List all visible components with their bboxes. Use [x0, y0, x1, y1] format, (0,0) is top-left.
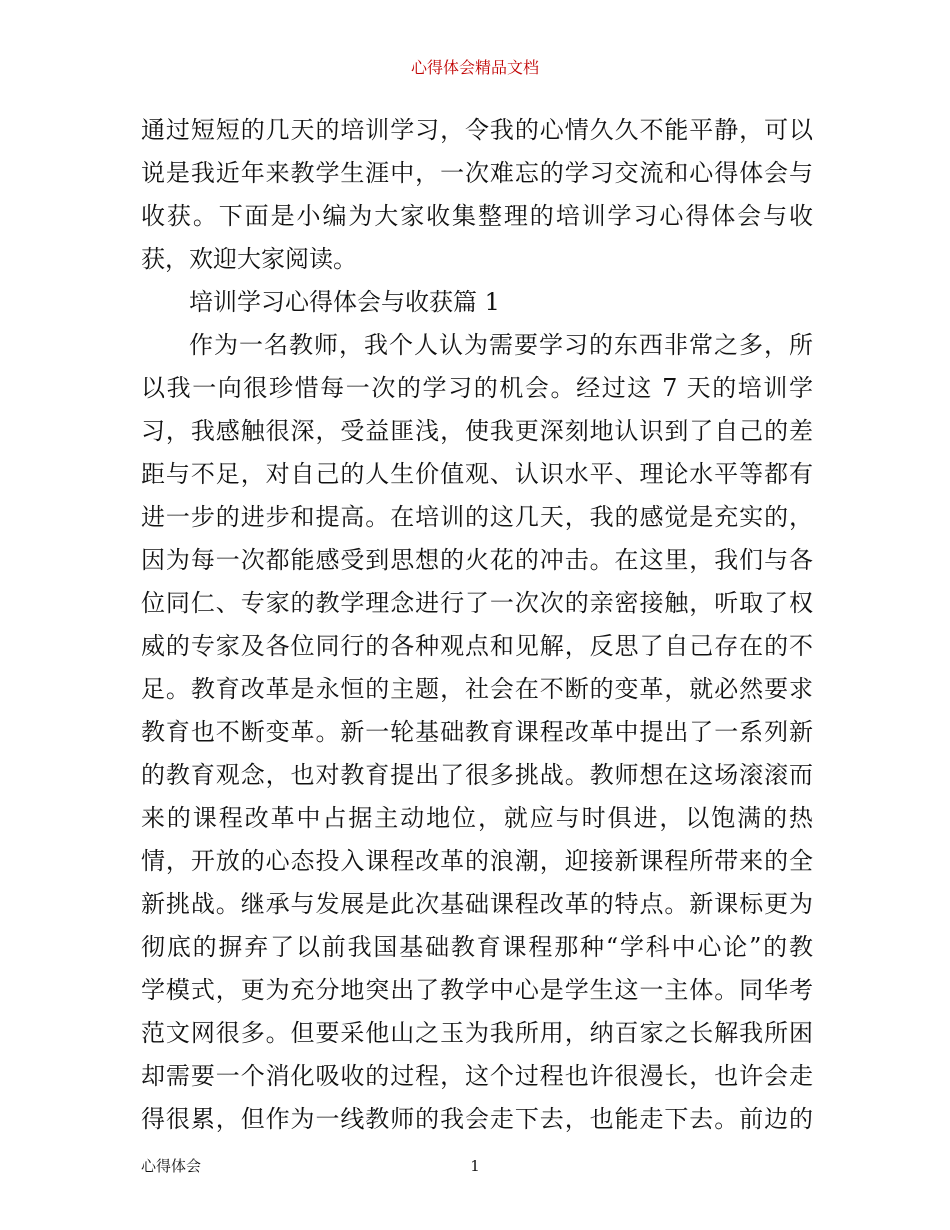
intro-line: 获，欢迎大家阅读。: [141, 245, 357, 273]
paragraph-line: 情，开放的心态投入课程改革的浪潮，迎接新课程所带来的全: [141, 847, 813, 875]
page-header-title: 心得体会精品文档: [410, 58, 539, 77]
paragraph-line: 足。教育改革是永恒的主题，社会在不断的变革，就必然要求: [141, 675, 813, 703]
paragraph-line: 距与不足，对自己的人生价值观、认识水平、理论水平等都有: [141, 460, 813, 488]
intro-line: 收获。下面是小编为大家收集整理的培训学习心得体会与收: [141, 202, 813, 230]
section-heading: 培训学习心得体会与收获篇 1: [189, 288, 500, 316]
paragraph-line: 彻底的摒弃了以前我国基础教育课程那种“学科中心论”的教: [141, 933, 813, 961]
paragraph-line: 习，我感触很深，受益匪浅，使我更深刻地认识到了自己的差: [141, 417, 813, 445]
paragraph-line: 的教育观念，也对教育提出了很多挑战。教师想在这场滚滚而: [141, 761, 813, 789]
paragraph-line: 教育也不断变革。新一轮基础教育课程改革中提出了一系列新: [141, 718, 813, 746]
document-body: [141, 109, 813, 1141]
intro-line: 说是我近年来教学生涯中，一次难忘的学习交流和心得体会与: [141, 159, 813, 187]
paragraph-line: 因为每一次都能感受到思想的火花的冲击。在这里，我们与各: [141, 546, 813, 574]
paragraph-line: 威的专家及各位同行的各种观点和见解，反思了自己存在的不: [141, 632, 813, 660]
paragraph-line: 进一步的进步和提高。在培训的这几天，我的感觉是充实的，: [141, 503, 813, 531]
paragraph-line: 得很累，但作为一线教师的我会走下去，也能走下去。前边的: [141, 1105, 813, 1133]
page-number: 1: [470, 1157, 480, 1175]
paragraph-line: 来的课程改革中占据主动地位，就应与时俱进，以饱满的热: [141, 804, 813, 832]
paragraph-line: 位同仁、专家的教学理念进行了一次次的亲密接触，听取了权: [141, 589, 813, 617]
paragraph-line: 以我一向很珍惜每一次的学习的机会。经过这 7 天的培训学: [141, 374, 813, 402]
paragraph-line: 作为一名教师，我个人认为需要学习的东西非常之多，所: [189, 331, 813, 359]
paragraph-line: 学模式，更为充分地突出了教学中心是学生这一主体。同华考: [141, 976, 813, 1004]
paragraph-line: 范文网很多。但要采他山之玉为我所用，纳百家之长解我所困: [141, 1019, 813, 1047]
intro-line: 通过短短的几天的培训学习，令我的心情久久不能平静，可以: [141, 116, 813, 144]
paragraph-line: 新挑战。继承与发展是此次基础课程改革的特点。新课标更为: [141, 890, 813, 918]
footer-label: 心得体会: [141, 1157, 202, 1175]
paragraph-line: 却需要一个消化吸收的过程，这个过程也许很漫长，也许会走: [141, 1062, 813, 1090]
